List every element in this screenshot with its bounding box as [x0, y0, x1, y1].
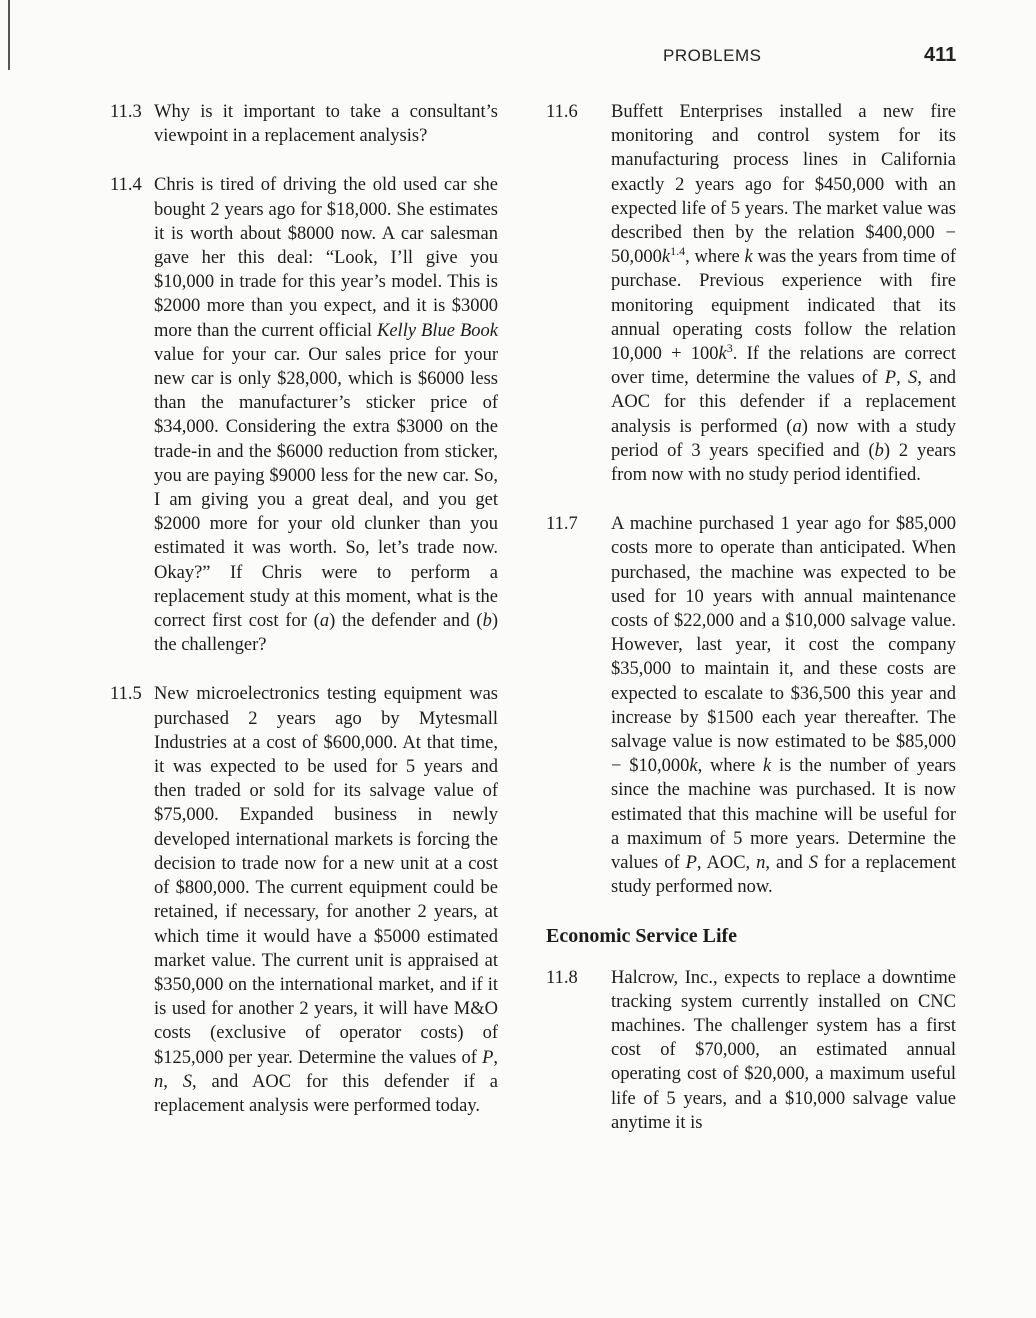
problem-number: 11.8	[546, 967, 578, 988]
problem-text: Halcrow, Inc., expects to replace a downtime tracking system currently installed on CNC machines. The challenger system has a first cost of $70,000, an estimated annual operating cost of $20,000, a maximum useful life of 5 years, and a $10,000 salvage value anytime it is	[611, 967, 956, 1133]
problem-11-4	[110, 173, 498, 657]
problem-text: New microelectronics testing equipment was purchased 2 years ago by Mytesmall Industries at a cost of $600,000. At that time, it was expected to be used for 5 years and then traded or sold for its salvage value of $75,000. Expanded business in newly developed international markets is forcing the decision to trade now for a new unit at a cost of $800,000. The current equipment could be retained, if necessary, for another 2 years, at which time it would have a $5000 estimated market value. The current unit is appraised at $350,000 on the international market, and if it is used for another 2 years, it will have M&O costs (exclusive of operator costs) of $125,000 per year. Determine the values of P, n, S, and AOC for this defender if a replacement analysis were performed today.	[154, 684, 498, 1116]
section-heading: Economic Service Life	[546, 924, 738, 947]
problem-11-6	[546, 100, 956, 487]
problem-number: 11.3	[110, 102, 142, 122]
problem-11-8	[546, 966, 956, 1135]
left-column	[110, 100, 498, 1143]
problem-number: 11.7	[546, 514, 578, 535]
page-header	[0, 44, 1036, 74]
problem-text: Why is it important to take a consultant’s viewpoint in a replacement analysis?	[154, 102, 498, 147]
problem-text: A machine purchased 1 year ago for $85,000 costs more to operate than anticipated. When purchased, the machine was expected to be used for 10 years with annual maintenance costs of $22,000 and a $10,000 salvage value. However, last year, it cost the company $35,000 to maintain it, and these costs are expected to escalate to $36,500 this year and increase by $1500 each year thereafter. The salvage value is now estimated to be $85,000 − $10,000k, where k is the number of years since the machine was purchased. It is now estimated that this machine will be useful for a maximum of 5 more years. Determine the values of P, AOC, n, and S for a replacement study performed now.	[611, 514, 957, 898]
problem-11-3	[110, 100, 498, 148]
page-number: 411	[924, 44, 957, 66]
problem-number: 11.4	[110, 175, 142, 196]
problem-number: 11.5	[110, 684, 142, 705]
running-head: PROBLEMS	[663, 46, 762, 65]
problem-text: Buffett Enterprises installed a new fire monitoring and control system for its manufacturing process lines in California exactly 2 years ago for $450,000 with an expected life of 5 years. The market value was described then by the relation $400,000 − $50,000k^{1.4}$, where k was the years from time of purchase. Previous experience with fire monitoring equipment indicated that its annual operating costs follow the relation $10,000 + 100k^3$. If the relations are correct over time, determine the values of P, S, and AOC for this defender if a replacement analysis is performed (a) now with a study period of 3 years specified and (b) 2 years from now with no study period identified.	[611, 102, 956, 486]
problem-11-7	[546, 512, 956, 899]
problem-number: 11.6	[546, 102, 578, 122]
problem-text: Chris is tired of driving the old used car she bought 2 years ago for $18,000. She estimates it is worth about $8000 now. A car salesman gave her this deal: “Look, I’ll give you $10,000 in trade for this year’s model. This is $2000 more than you expect, and it is $3000 more than the current official Kelly Blue Book value for your car. Our sales price for your new car is only $28,000, which is $6000 less than the manufacturer’s sticker price of $34,000. Considering the extra $3000 on the trade-in and the $6000 reduction from sticker, you are paying $9000 less for the new car. So, I am giving you a great deal, and you get $2000 more for your old clunker than you estimated it was worth. So, let’s trade now. Okay?” If Chris were to perform a replacement study at this moment, what is the correct first cost for (a) the defender and (b) the challenger?	[154, 175, 498, 656]
book-title: Kelly Blue Book	[377, 320, 498, 341]
right-column	[546, 100, 956, 1160]
problem-11-5	[110, 682, 498, 1118]
